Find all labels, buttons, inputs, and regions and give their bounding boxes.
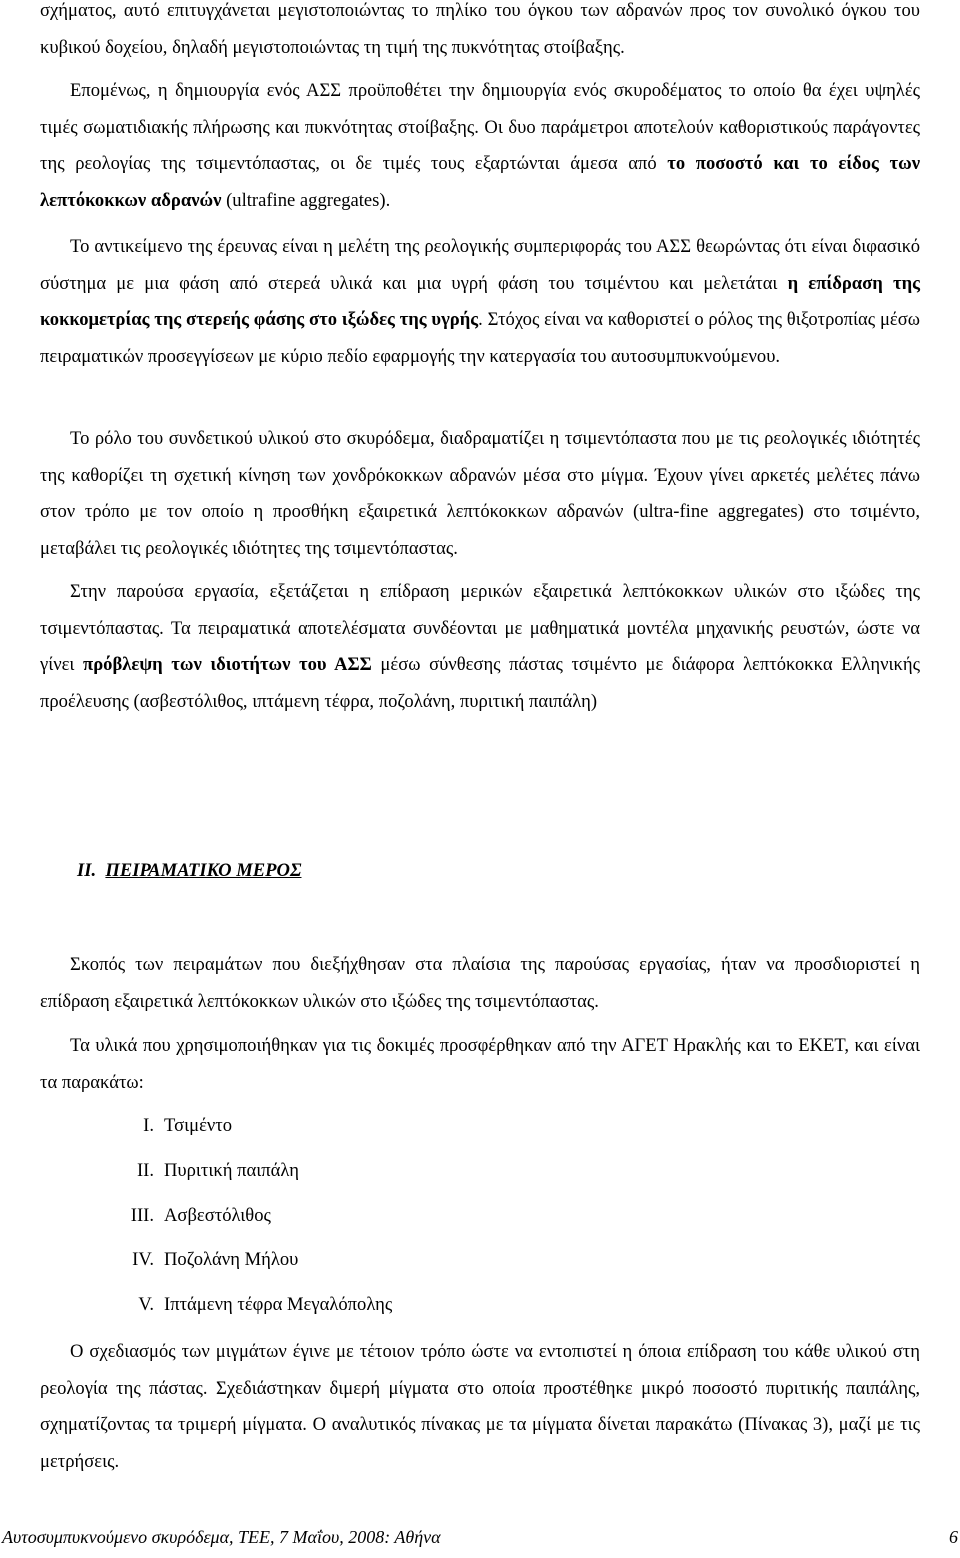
paragraph-binder-role: Το ρόλο του συνδετικού υλικού στο σκυρόδεμα, διαδραματίζει η τσιμεντόπαστα που με τις ρεολογικές ιδιότητές της καθορίζει τη σχετική κίνηση των χονδρόκοκκων αδρανών μέσα στο μίγμα. Έχουν γίνει αρκετές μελέτες πάνω στον τρόπο με τον οποίο η προσθήκη εξαιρετικά λεπτόκοκκων αδρανών (ultra-fine aggregates) στο τσιμέντο, μεταβάλει τις ρεολογικές ιδιότητες της τσιμεντόπαστας.	[40, 428, 920, 559]
paragraph-mix-design: Ο σχεδιασμός των μιγμάτων έγινε με τέτοιον τρόπο ώστε να εντοπιστεί η όποια επίδραση του κάθε υλικού στη ρεολογία της πάστας. Σχεδιάστηκαν διμερή μίγματα στο οποία προστέθηκε μικρό ποσοστό πυριτικής παιπάλης, σχηματίζοντας τα τριμερή μίγματα. Ο αναλυτικός πίνακας με τα μίγματα δίνεται παρακάτω (Πίνακας 3), μαζί με τις μετρήσεις.	[40, 1341, 920, 1472]
list-item: V. Ιπτάμενη τέφρα Μεγαλόπολης	[138, 1294, 393, 1316]
emphasis-prediction: πρόβλεψη των ιδιοτήτων του ΑΣΣ	[83, 654, 372, 676]
emphasis-grading-effect: η επίδραση της κοκκομετρίας της στερεής φάσης στο ιξώδες της υγρής	[40, 272, 920, 331]
list-item: IV. Ποζολάνη Μήλου	[132, 1249, 299, 1271]
list-item: I. Τσιμέντο	[143, 1115, 233, 1136]
section-title: ΠΕΙΡΑΜΑΤΙΚΟ ΜΕΡΟΣ	[105, 860, 302, 881]
page-footer	[2, 1527, 958, 1548]
paragraph-materials-intro: Τα υλικά που χρησιμοποιήθηκαν για τις δοκιμές προσφέρθηκαν από την ΑΓΕΤ Ηρακλής και το ΕΚΕΤ, και είναι τα παρακάτω:	[40, 1035, 920, 1093]
paragraph-purpose: Σκοπός των πειραμάτων που διεξήχθησαν στα πλαίσια της παρούσας εργασίας, ήταν να προσδιοριστεί η επίδραση εξαιρετικά λεπτόκοκκων υλικών στο ιξώδες της τσιμεντόπαστας.	[40, 954, 920, 1012]
emphasis-ultrafine: το ποσοστό και το είδος των λεπτόκοκκων αδρανών	[40, 153, 921, 211]
paragraph-assc-requirements: Επομένως, η δημιουργία ενός ΑΣΣ προϋποθέτει την δημιουργία ενός σκυροδέματος το οποίο θα έχει υψηλές τιμές σωματιδιακής πλήρωσης και πυκνότητας στοίβαξης. Οι δυο παράμετροι αποτελούν καθοριστικούς παράγοντες της ρεολογίας της τσιμεντόπαστας, οι δε τιμές τους εξαρτώνται άμεσα από το ποσοστό και το είδος των λεπτόκοκκων αδρανών (ultrafine aggregates).	[40, 80, 921, 211]
list-item: III. Ασβεστόλιθος	[130, 1204, 271, 1226]
footer-citation: Αυτοσυμπυκνούμενο σκυρόδεμα, ΤΕΕ, 7 Μαΐου, 2008: Αθήνα	[2, 1527, 441, 1547]
paragraph-research-object: Το αντικείμενο της έρευνας είναι η μελέτη της ρεολογικής συμπεριφοράς του ΑΣΣ θεωρώντας ότι είναι διφασικό σύστημα με μια φάση από στερεά υλικά και μια υγρή φάση του τσιμέντου και μελετάται η επίδραση της κοκκομετρίας της στερεής φάσης στο ιξώδες της υγρής. Στόχος είναι να καθοριστεί ο ρόλος της θιξοτροπίας μέσω πειραματικών προσεγγίσεων με κύριο πεδίο εφαρμογής την κατεργασία του αυτοσυμπυκνούμενου.	[40, 236, 920, 367]
paragraph-continuation: σχήματος, αυτό επιτυγχάνεται μεγιστοποιώντας το πηλίκο του όγκου των αδρανών προς τον συνολικό όγκου του κυβικού δοχείου, δηλαδή μεγιστοποιώντας τη τιμή της πυκνότητας στοίβαξης.	[40, 0, 920, 58]
paragraph-present-work: Στην παρούσα εργασία, εξετάζεται η επίδραση μερικών εξαιρετικά λεπτόκοκκων υλικών στο ιξώδες της τσιμεντόπαστας. Τα πειραματικά αποτελέσματα συνδέονται με μαθηματικά μοντέλα μηχανικής ρευστών, ώστε να γίνει πρόβλεψη των ιδιοτήτων του ΑΣΣ μέσω σύνθεσης πάστας τσιμέντο με διάφορα λεπτόκοκκα Ελληνικής προέλευσης (ασβεστόλιθος, ιπτάμενη τέφρα, ποζολάνη, πυριτική παιπάλη)	[40, 581, 920, 712]
list-item: II. Πυριτική παιπάλη	[136, 1159, 299, 1181]
page-number: 6	[949, 1527, 958, 1547]
materials-list	[100, 1108, 500, 1332]
section-heading	[77, 860, 301, 882]
section-number: II.	[77, 860, 97, 881]
